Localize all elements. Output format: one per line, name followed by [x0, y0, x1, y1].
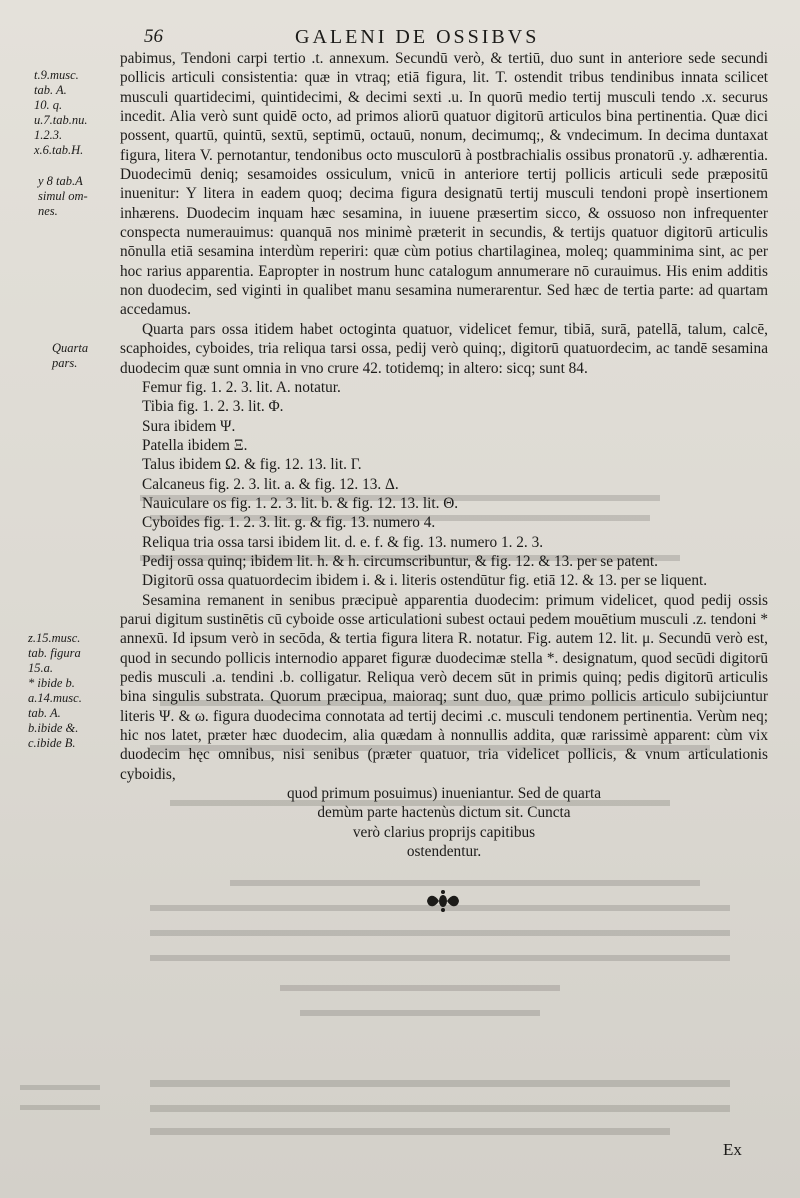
margin-note-d [28, 631, 120, 751]
margin-note-quarta-pars [52, 341, 122, 371]
margin-note-line: tab. figura [28, 646, 81, 660]
margin-note-line: simul om- [38, 189, 88, 203]
margin-note-line: 15.a. [28, 661, 53, 675]
margin-note-line: b.ibide &. [28, 721, 79, 735]
margin-note-line: y 8 tab.A [38, 174, 83, 188]
list-item: Patella ibidem Ξ. [142, 436, 248, 454]
list-item: Cyboides fig. 1. 2. 3. lit. g. & fig. 13. numero 4. [142, 514, 436, 532]
list-item: Digitorū ossa quatuordecim ibidem i. & i. literis ostendūtur fig. etiā 12. & 13. per se liquent. [142, 572, 708, 590]
margin-note-line: tab. A. [34, 83, 67, 97]
paragraph-quarta-pars: Quarta pars ossa itidem habet octoginta quatuor, videlicet femur, tibiā, surā, patellā, talum, calcē, scaphoides, cyboides, tria reliqua tarsi ossa, pedij verò quinq;, digitorū quatuordecim, ac tandē sesamina duodecim quæ sunt omnia in vno crure 42. totidemq; in altero: sicq; sunt 84. [120, 320, 768, 377]
taper-line: demùm parte hactenùs dictum sit. Cuncta [317, 804, 571, 822]
page-number: 56 [144, 26, 163, 47]
taper-line: ostendentur. [406, 843, 482, 861]
list-item: Tibia fig. 1. 2. 3. lit. Φ. [142, 398, 284, 416]
margin-note-a [34, 68, 114, 158]
taper-line: verò clarius proprijs capitibus [352, 823, 536, 841]
margin-note-line: 10. q. [34, 98, 63, 112]
fleuron-ornament-icon [426, 889, 460, 913]
list-item: Nauiculare os fig. 1. 2. 3. lit. b. & fig. 12. 13. lit. Θ. [142, 494, 459, 512]
taper-line: quod primum posuimus) inueniantur. Sed de quarta [287, 785, 601, 803]
running-title: GALENI DE OSSIBVS [295, 26, 540, 48]
catchword: Ex [723, 1140, 742, 1159]
margin-note-line: 1.2.3. [34, 128, 63, 142]
margin-note-line: x.6.tab.H. [34, 143, 84, 157]
margin-note-line: nes. [38, 204, 58, 218]
margin-note-line: Quarta [52, 341, 89, 355]
main-text-column [120, 49, 768, 861]
list-item: Pedij ossa quinq; ibidem lit. h. & h. circumscribuntur, & fig. 12. & 13. per se patent. [142, 552, 659, 570]
list-item: Femur fig. 1. 2. 3. lit. A. notatur. [142, 378, 341, 396]
figure-reference-list [120, 378, 768, 591]
margin-note-line: z.15.musc. [28, 631, 81, 645]
margin-note-line: pars. [52, 356, 78, 370]
margin-note-line: c.ibide B. [28, 736, 76, 750]
margin-note-line: u.7.tab.nu. [34, 113, 88, 127]
paragraph-sesamina: Sesamina remanent in senibus præcipuè apparentia duodecim: primum videlicet, quod pedij ossis parui digitum sustinētis cū cyboide osse articulationi subest octaui pedem mouētium musculi .z. tendoni * annexū. Id ipsum verò in secōda, & tertia figura litera R. notatur. Fig. autem 12. lit. μ. Secundū verò est, quod in secundo pollicis internodio apparet figuræ duodecimæ stella *. designatum, quod secūdi digitorū pedis musculi .a. tendini .b. colligatur. Reliqua verò decem sūt in primis quinq; pedis digitorū articulis bina singulis substrata. Quorum præcipua, maioraq; sunt duo, quæ primo pollicis articulo subijciuntur literis Ψ. & ω. figura duodecima connotata ad tertij decimi .c. musculi tendonem pertinentia. Verùm neq; hic nos latet, præter hæc duodecim, alia quædam à nonnullis addita, quæ rarissimè apparent: cùm vix duodecim hęc omnibus, nisi senibus (præter quatuor, tria videlicet pollicis, & vnum articulationis cyboidis, [120, 591, 768, 783]
margin-note-line: tab. A. [28, 706, 61, 720]
list-item: Talus ibidem Ω. & fig. 12. 13. lit. Γ. [142, 456, 362, 474]
margin-note-b [38, 174, 118, 219]
margin-note-line: a.14.musc. [28, 691, 82, 705]
margin-note-line: t.9.musc. [34, 68, 79, 82]
list-item: Calcaneus fig. 2. 3. lit. a. & fig. 12. 13. Δ. [142, 475, 399, 493]
margin-note-line: * ibide b. [28, 676, 75, 690]
list-item: Sura ibidem Ψ. [142, 417, 236, 435]
paragraph-tertia-pars: pabimus, Tendoni carpi tertio .t. annexum. Secundū verò, & tertiū, duo sunt in anteriore sede secundi pollicis articuli consistentia: quæ in vtraq; etiā figura, lit. T. ostendit tribus tendinibus innata scilicet musculi quartidecimi, quintidecimi, & decimi sexti .u. In quorū medio tertij musculi tendo .x. securus incedit. Alia verò sunt quidē octo, ad primos aliorū quatuor digitorū articulos bina pertinentia. Quæ dici possent, quartū, quintū, sextū, septimū, octauū, nonum, decimumq;, & vndecimum. In decima duntaxat figura, litera V. pernotantur, tendonibus octo musculorū à postbrachialis ossibus pronatorū .y. adhærentia. Duodecimū deniq; sesamoides ossiculum, vnicū in anteriore tertij pollicis articuli sede præpositū inuenitur: Y litera in eadem quoq; decima figura designatū tertij musculi tendoni propè insertionem inhærens. Duodecim inquam hæc sesamina, in iuuene præsertim sicco, & ossuoso non infrequenter conspecta numerauimus: quanquā nos minimè præterit in secundis, & tertijs quatuor digitorū articulis nōnulla etiā sesamina interdùm reperiri: quæ cùm potius chartilaginea, moleq; quamminima sint, ac per hoc rarius apparentia. Eapropter in nostrum hunc catalogum annumerare nō curauimus. His enim additis non duodecim, sed viginti in qualibet manu sesamina numerarentur. Sed hæc de tertia parte: ad quartam accedamus. [120, 50, 768, 319]
list-item: Reliqua tria ossa tarsi ibidem lit. d. e. f. & fig. 13. numero 1. 2. 3. [142, 533, 544, 551]
